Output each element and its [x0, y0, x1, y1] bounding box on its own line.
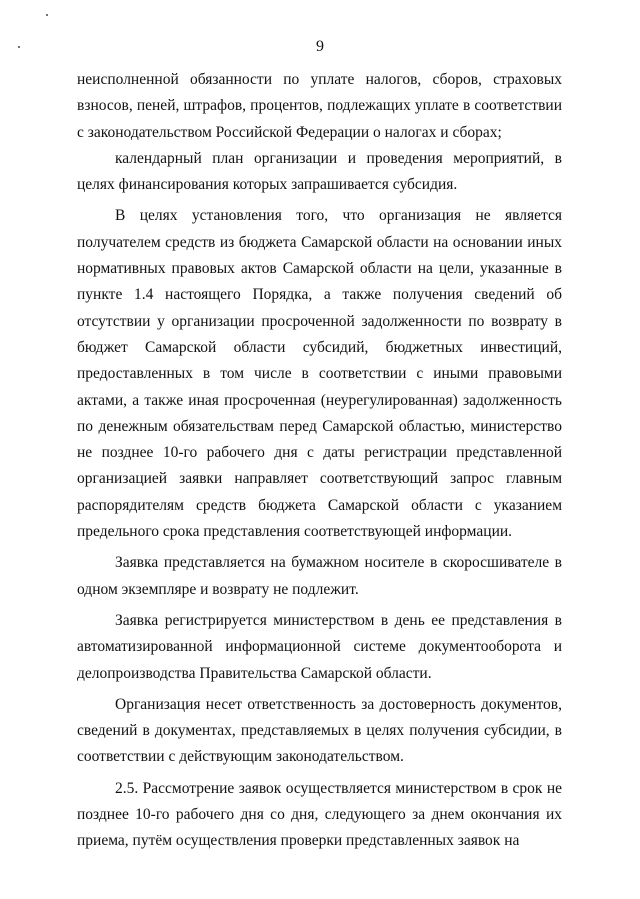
paragraph-paper-submission: Заявка представляется на бумажном носителе в скоросшивателе в одном экземпляре и возврату не подлежит. [77, 554, 562, 598]
paragraph-responsibility: Организация несет ответственность за достоверность документов, сведений в документах, представляемых в целях получения субсидии, в соответствии с действующим законодательством. [77, 695, 562, 766]
paragraph-continuation: неисполненной обязанности по уплате налогов, сборов, страховых взносов, пеней, штрафов, процентов, подлежащих уплате в соответствии с законодательством Российской Федерации о налогах и сборах; [77, 71, 562, 141]
paragraph-calendar-plan: календарный план организации и проведения мероприятий, в целях финансирования которых запрашивается субсидия. [77, 149, 562, 194]
paragraph-review-2-5: 2.5. Рассмотрение заявок осуществляется министерством в срок не позднее 10-го рабочего дня со дня, следующего за днем окончания их приема, путём осуществления проверки представленных заявок на [77, 779, 562, 850]
scan-speck [46, 14, 48, 16]
document-body [77, 67, 562, 855]
paragraph-registration: Заявка регистрируется министерством в день ее представления в автоматизированной информационной системе документооборота и делопроизводства Правительства Самарской области. [77, 611, 562, 682]
page-number: 9 [316, 38, 324, 55]
paragraph-verification: В целях установления того, что организация не является получателем средств из бюджета Самарской области на основании иных нормативных правовых актов Самарской области на цели, указанные в пункте 1.4 настоящего Порядка, а также получения сведений об отсутствии у организации просроченной задолженности по возврату в бюджет Самарской области субсидий, бюджетных инвестиций, предоставленных в том числе в соответствии с иными правовыми актами, а также иная просроченная (неурегулированная) задолженность по денежным обязательствам перед Самарской областью, министерство не позднее 10-го рабочего дня с даты регистрации представленной организацией заявки направляет соответствующий запрос главным распорядителям средств бюджета Самарской области с указанием предельного срока представления соответствующей информации. [77, 207, 562, 541]
